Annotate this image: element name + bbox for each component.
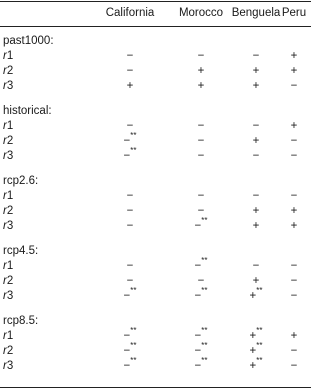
sign-cell xyxy=(291,120,298,133)
row-label-symbol: r xyxy=(3,275,7,287)
sign-value: + xyxy=(252,80,260,92)
sign-cell xyxy=(291,330,298,343)
sign-value: − xyxy=(197,150,205,162)
sign-cell xyxy=(253,150,260,163)
row-label-symbol: r xyxy=(3,135,7,147)
sign-cell xyxy=(291,345,298,358)
sign-cell xyxy=(291,275,298,288)
significance-marker: ** xyxy=(201,216,208,226)
sign-value: − xyxy=(252,120,260,132)
significance-marker: ** xyxy=(130,286,137,296)
significance-marker: ** xyxy=(256,286,263,296)
sign-value: + xyxy=(290,50,298,62)
section-title: historical: xyxy=(3,105,52,117)
sign-value: + xyxy=(290,205,298,217)
sign-cell xyxy=(291,205,298,218)
sign-cell xyxy=(291,65,298,78)
significance-marker: ** xyxy=(256,326,263,336)
sign-value: − xyxy=(126,205,134,217)
sign-value: − xyxy=(197,50,205,62)
row-label-index: 3 xyxy=(6,360,14,372)
row-label-symbol: r xyxy=(3,360,7,372)
row-label-symbol: r xyxy=(3,205,7,217)
sign-value: + xyxy=(290,330,298,342)
sign-cell xyxy=(194,286,208,303)
sign-cell xyxy=(253,80,260,93)
sign-cell xyxy=(198,135,205,148)
sign-value: + xyxy=(249,330,257,342)
sign-value: + xyxy=(252,135,260,147)
sign-cell xyxy=(253,190,260,203)
row-label xyxy=(3,50,13,63)
row-label-index: 1 xyxy=(6,120,14,132)
sign-value: + xyxy=(252,275,260,287)
sign-value: + xyxy=(290,65,298,77)
sign-cell xyxy=(127,65,134,78)
sign-cell xyxy=(194,356,208,373)
significance-marker: ** xyxy=(130,146,137,156)
row-label-index: 1 xyxy=(6,260,14,272)
sign-value: − xyxy=(126,65,134,77)
column-header-morocco: Morocco xyxy=(178,7,224,19)
sign-value: + xyxy=(249,290,257,302)
sign-value: + xyxy=(252,205,260,217)
sign-value: − xyxy=(194,345,202,357)
sign-cell xyxy=(291,190,298,203)
row-label xyxy=(3,190,13,203)
row-label xyxy=(3,80,13,93)
table-top-rule xyxy=(0,1,311,2)
sign-value: − xyxy=(123,330,131,342)
sign-value: + xyxy=(249,345,257,357)
significance-marker: ** xyxy=(130,356,137,366)
row-label xyxy=(3,220,13,233)
sign-value: + xyxy=(252,220,260,232)
row-label-symbol: r xyxy=(3,120,7,132)
row-label-index: 3 xyxy=(6,220,14,232)
significance-marker: ** xyxy=(201,256,208,266)
sign-cell xyxy=(198,80,205,93)
sign-value: + xyxy=(252,65,260,77)
row-label xyxy=(3,205,13,218)
sign-value: − xyxy=(290,135,298,147)
sign-cell xyxy=(198,120,205,133)
row-label-symbol: r xyxy=(3,50,7,62)
sign-value: + xyxy=(126,80,134,92)
sign-cell xyxy=(253,50,260,63)
row-label-index: 2 xyxy=(6,135,14,147)
row-label-symbol: r xyxy=(3,345,7,357)
sign-value: − xyxy=(126,50,134,62)
sign-cell xyxy=(253,135,260,148)
sign-cell xyxy=(198,65,205,78)
sign-value: − xyxy=(197,275,205,287)
significance-marker: ** xyxy=(201,341,208,351)
sign-value: − xyxy=(290,190,298,202)
row-label-symbol: r xyxy=(3,220,7,232)
sign-cell xyxy=(127,220,134,233)
sign-cell xyxy=(127,50,134,63)
sign-cell xyxy=(194,256,208,273)
sign-value: − xyxy=(252,260,260,272)
row-label-index: 3 xyxy=(6,150,14,162)
sign-cell xyxy=(291,150,298,163)
sign-value: − xyxy=(126,120,134,132)
sign-cell xyxy=(123,356,137,373)
sign-value: − xyxy=(197,190,205,202)
significance-marker: ** xyxy=(256,356,263,366)
sign-value: − xyxy=(252,190,260,202)
sign-value: − xyxy=(197,120,205,132)
sign-cell xyxy=(198,50,205,63)
sign-cell xyxy=(291,360,298,373)
sign-value: + xyxy=(290,220,298,232)
sign-value: − xyxy=(123,150,131,162)
sign-value: − xyxy=(290,275,298,287)
sign-value: − xyxy=(126,220,134,232)
sign-cell xyxy=(253,65,260,78)
sign-value: − xyxy=(194,260,202,272)
sign-value: − xyxy=(290,80,298,92)
sign-cell xyxy=(291,80,298,93)
sign-value: − xyxy=(123,290,131,302)
sign-cell xyxy=(198,150,205,163)
sign-cell xyxy=(198,190,205,203)
sign-value: − xyxy=(290,150,298,162)
sign-value: + xyxy=(197,65,205,77)
sign-cell xyxy=(127,205,134,218)
row-label xyxy=(3,345,13,358)
sign-cell xyxy=(123,146,137,163)
row-label-index: 3 xyxy=(6,80,14,92)
table-bottom-rule xyxy=(0,387,311,388)
row-label-symbol: r xyxy=(3,330,7,342)
row-label-symbol: r xyxy=(3,290,7,302)
significance-marker: ** xyxy=(256,341,263,351)
sign-value: + xyxy=(249,360,257,372)
row-label-index: 2 xyxy=(6,275,14,287)
sign-value: + xyxy=(197,80,205,92)
row-label xyxy=(3,120,13,133)
sign-value: − xyxy=(194,360,202,372)
sign-cell xyxy=(127,190,134,203)
row-label xyxy=(3,260,13,273)
sign-cell xyxy=(253,260,260,273)
header-rule xyxy=(0,26,311,27)
row-label xyxy=(3,150,13,163)
sign-value: − xyxy=(194,290,202,302)
column-header-peru: Peru xyxy=(281,7,307,19)
row-label-index: 1 xyxy=(6,50,14,62)
sign-cell xyxy=(253,205,260,218)
column-header-california: California xyxy=(105,7,155,19)
row-label xyxy=(3,330,13,343)
sign-cell xyxy=(291,260,298,273)
sign-cell xyxy=(123,286,137,303)
sign-cell xyxy=(253,120,260,133)
sign-cell xyxy=(249,356,263,373)
sign-value: − xyxy=(197,205,205,217)
sign-value: − xyxy=(123,135,131,147)
sign-value: − xyxy=(126,275,134,287)
row-label-index: 1 xyxy=(6,190,14,202)
sign-value: − xyxy=(123,345,131,357)
significance-marker: ** xyxy=(130,326,137,336)
sign-value: − xyxy=(126,190,134,202)
row-label-symbol: r xyxy=(3,190,7,202)
significance-marker: ** xyxy=(130,341,137,351)
section-title: rcp2.6: xyxy=(3,175,39,187)
row-label-symbol: r xyxy=(3,150,7,162)
sign-value: − xyxy=(252,150,260,162)
sign-cell xyxy=(291,50,298,63)
significance-marker: ** xyxy=(201,356,208,366)
column-header-benguela: Benguela xyxy=(231,7,281,19)
sign-cell xyxy=(291,290,298,303)
sign-cell xyxy=(291,135,298,148)
significance-marker: ** xyxy=(130,131,137,141)
sign-value: − xyxy=(123,360,131,372)
sign-value: − xyxy=(126,260,134,272)
row-label xyxy=(3,65,13,78)
row-label-index: 1 xyxy=(6,330,14,342)
row-label xyxy=(3,275,13,288)
row-label xyxy=(3,360,13,373)
row-label-index: 2 xyxy=(6,345,14,357)
row-label-index: 2 xyxy=(6,205,14,217)
row-label-symbol: r xyxy=(3,80,7,92)
row-label-index: 3 xyxy=(6,290,14,302)
sign-value: − xyxy=(290,345,298,357)
sign-cell xyxy=(127,80,134,93)
row-label xyxy=(3,135,13,148)
sign-value: − xyxy=(194,220,202,232)
sign-value: − xyxy=(290,290,298,302)
sign-value: − xyxy=(290,360,298,372)
row-label-symbol: r xyxy=(3,260,7,272)
sign-value: + xyxy=(290,120,298,132)
sign-cell xyxy=(291,220,298,233)
section-title: rcp8.5: xyxy=(3,315,39,327)
row-label xyxy=(3,290,13,303)
significance-marker: ** xyxy=(201,326,208,336)
section-title: rcp4.5: xyxy=(3,245,39,257)
sign-cell xyxy=(127,260,134,273)
row-label-index: 2 xyxy=(6,65,14,77)
sign-value: − xyxy=(197,135,205,147)
sign-cell xyxy=(194,216,208,233)
sign-value: − xyxy=(194,330,202,342)
section-title: past1000: xyxy=(3,35,54,47)
sign-cell xyxy=(253,220,260,233)
sign-cell xyxy=(249,286,263,303)
sign-value: − xyxy=(290,260,298,272)
sign-value: − xyxy=(252,50,260,62)
row-label-symbol: r xyxy=(3,65,7,77)
significance-marker: ** xyxy=(201,286,208,296)
